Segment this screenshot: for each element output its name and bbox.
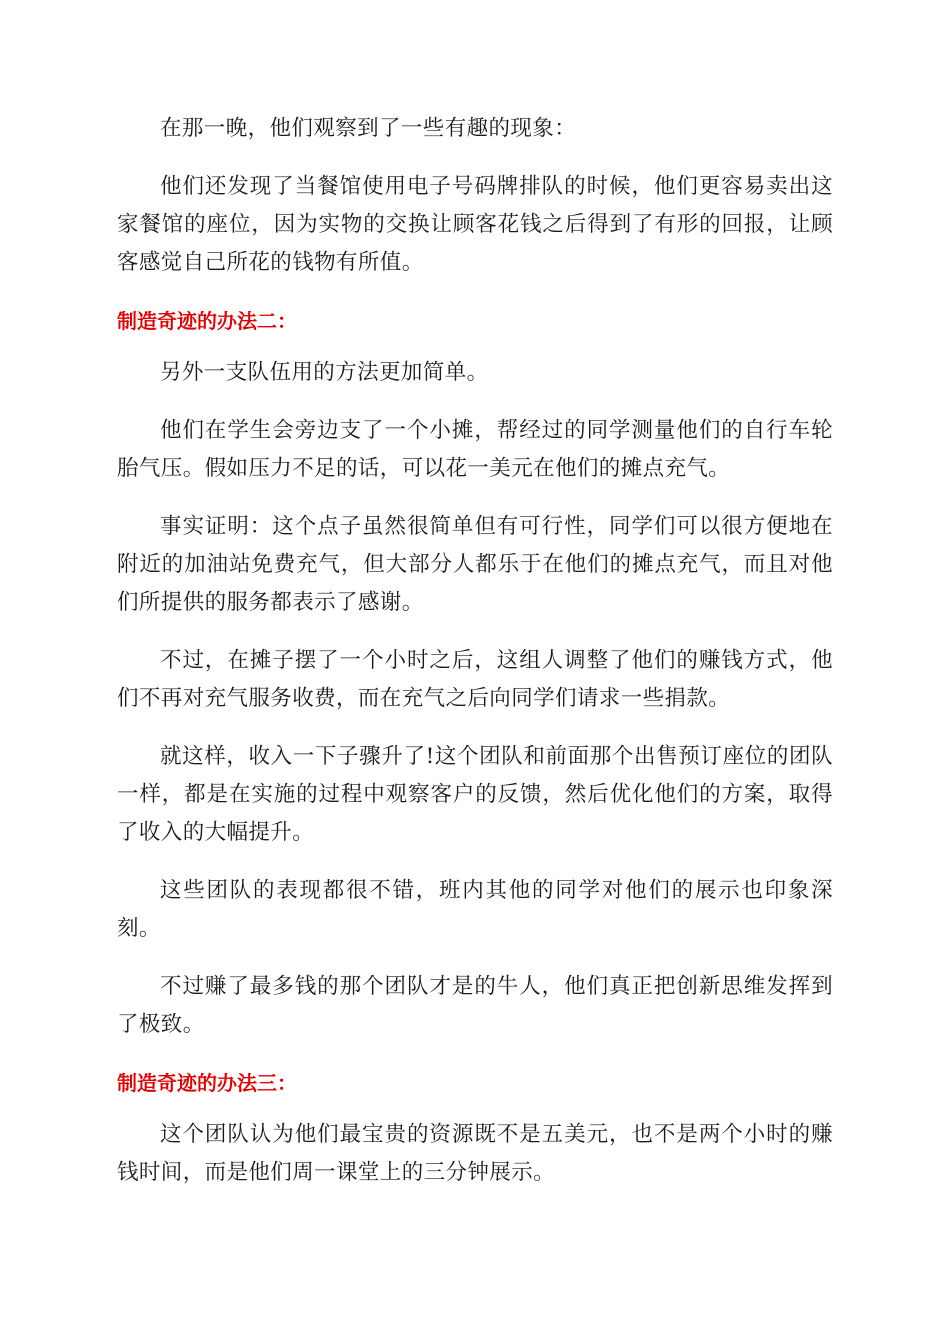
document-page bbox=[117, 110, 833, 1212]
paragraph: 不过，在摊子摆了一个小时之后，这组人调整了他们的赚钱方式，他们不再对充气服务收费，而在充气之后向同学们请求一些捐款。 bbox=[117, 648, 833, 711]
section-heading: 制造奇迹的办法二： bbox=[117, 309, 297, 333]
paragraph: 不过赚了最多钱的那个团队才是的牛人，他们真正把创新思维发挥到了极致。 bbox=[117, 974, 833, 1037]
paragraph: 就这样，收入一下子骤升了!这个团队和前面那个出售预订座位的团队一样，都是在实施的过程中观察客户的反馈，然后优化他们的方案，取得了收入的大幅提升。 bbox=[117, 744, 833, 845]
paragraph: 事实证明：这个点子虽然很简单但有可行性，同学们可以很方便地在附近的加油站免费充气，但大部分人都乐于在他们的摊点充气，而且对他们所提供的服务都表示了感谢。 bbox=[117, 514, 833, 615]
paragraph: 这些团队的表现都很不错，班内其他的同学对他们的展示也印象深刻。 bbox=[117, 878, 833, 941]
paragraph: 另外一支队伍用的方法更加简单。 bbox=[160, 360, 489, 385]
paragraph: 他们在学生会旁边支了一个小摊，帮经过的同学测量他们的自行车轮胎气压。假如压力不足的话，可以花一美元在他们的摊点充气。 bbox=[117, 418, 833, 481]
section-heading: 制造奇迹的办法三： bbox=[117, 1071, 297, 1095]
paragraph: 在那一晚，他们观察到了一些有趣的现象： bbox=[160, 116, 577, 141]
paragraph: 他们还发现了当餐馆使用电子号码牌排队的时候，他们更容易卖出这家餐馆的座位，因为实物的交换让顾客花钱之后得到了有形的回报，让顾客感觉自己所花的钱物有所值。 bbox=[117, 174, 833, 275]
paragraph: 这个团队认为他们最宝贵的资源既不是五美元，也不是两个小时的赚钱时间，而是他们周一课堂上的三分钟展示。 bbox=[117, 1122, 833, 1185]
